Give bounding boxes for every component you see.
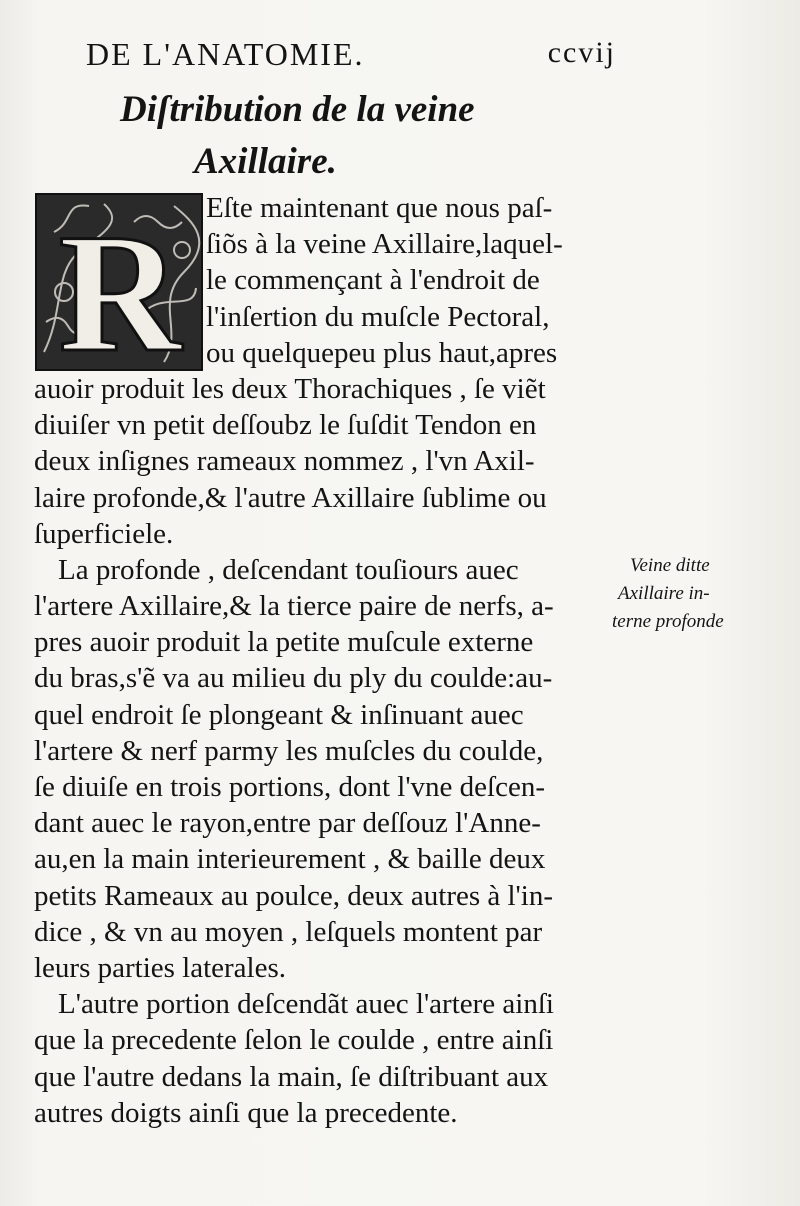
section-heading xyxy=(120,84,600,188)
folio-number: ccvij xyxy=(547,36,616,69)
text-line: que l'autre dedans la main, ſe diſtribuant aux xyxy=(34,1060,549,1093)
text-line: pres auoir produit la petite muſcule externe xyxy=(34,626,534,659)
text-line: ſe diuiſe en trois portions, dont l'vne deſcen- xyxy=(34,771,545,803)
marginal-note-line-1: Veine ditte xyxy=(630,555,710,576)
text-line: au,en la main interieurement , & baille deux xyxy=(34,843,546,876)
decorated-initial-letter: R xyxy=(58,199,182,372)
text-line: petits Rameaux au poulce, deux autres à l'in- xyxy=(34,879,553,912)
text-line: ſiõs à la veine Axillaire,laquel- xyxy=(206,228,563,261)
running-head-title: DE L'ANATOMIE. xyxy=(86,36,365,72)
section-heading-line-1: Diſtribution de la veine xyxy=(120,89,475,130)
text-line: dice , & vn au moyen , leſquels montent par xyxy=(34,915,543,948)
text-line: ou quelquepeu plus haut,apres xyxy=(206,336,558,369)
text-line: L'autre portion deſcendãt auec l'artere ainſi xyxy=(58,988,554,1021)
marginal-note-line-2: Axillaire in- xyxy=(618,583,710,604)
text-line: l'artere Axillaire,& la tierce paire de nerfs, a- xyxy=(34,590,554,623)
text-line: ſuperficiele. xyxy=(34,517,174,550)
body-text xyxy=(34,190,612,1131)
text-line: auoir produit les deux Thorachiques , ſe viẽt xyxy=(34,372,546,405)
section-heading-line-2: Axillaire. xyxy=(194,141,337,182)
running-head xyxy=(86,36,616,76)
text-line: diuiſer vn petit deſſoubz le ſuſdit Tendon en xyxy=(34,409,537,442)
text-line: le commençant à l'endroit de xyxy=(206,264,540,297)
marginal-note xyxy=(612,552,772,636)
text-line: leurs parties laterales. xyxy=(34,951,287,984)
text-line: l'artere & nerf parmy les muſcles du coulde, xyxy=(34,734,544,767)
text-line: que la precedente ſelon le coulde , entre ainſi xyxy=(34,1024,554,1057)
text-line: quel endroit ſe plongeant & inſinuant auec xyxy=(34,698,524,731)
text-line: dant auec le rayon,entre par deſſouz l'Anne- xyxy=(34,807,541,840)
text-line: autres doigts ainſi que la precedente. xyxy=(34,1096,458,1129)
text-line: Eſte maintenant que nous paſ- xyxy=(206,192,553,224)
marginal-note-line-3: terne profonde xyxy=(612,611,724,632)
text-line: laire profonde,& l'autre Axillaire ſublime ou xyxy=(34,481,547,514)
text-line: du bras,s'ẽ va au milieu du ply du coulde:au- xyxy=(34,662,553,695)
text-line: La profonde , deſcendant touſiours auec xyxy=(58,553,519,586)
text-line: l'inſertion du muſcle Pectoral, xyxy=(206,300,550,333)
text-line: deux inſignes rameaux nommez , l'vn Axil- xyxy=(34,445,535,478)
